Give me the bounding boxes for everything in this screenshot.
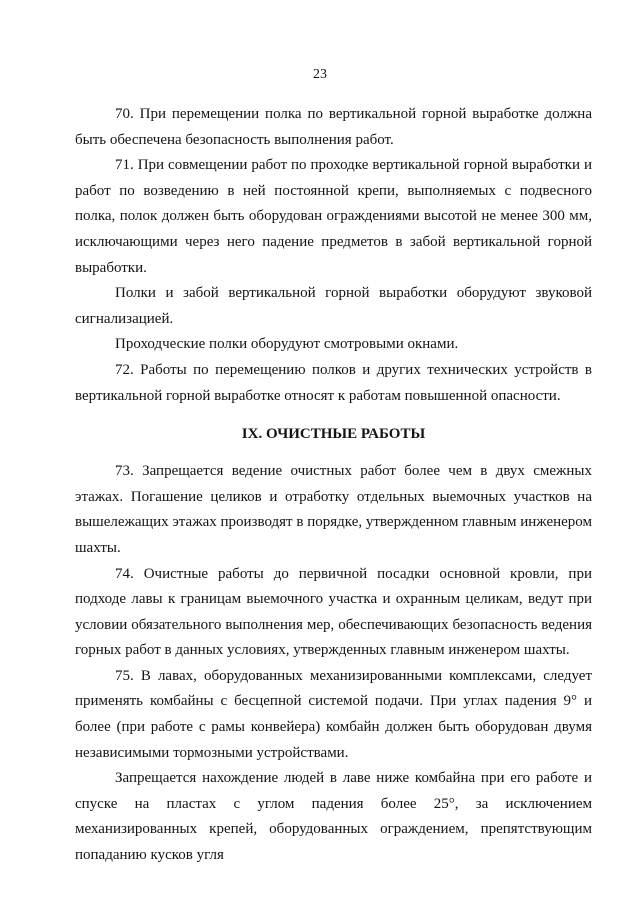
paragraph-75: 75. В лавах, оборудованных механизированными комплексами, следует применять комбайны с бесцепной системой подачи. При углах падения 9° и более (при работе с рамы конвейера) комбайн должен быть оборудован двумя независимыми тормозными устройствами. — [75, 667, 592, 761]
page-number: 23 — [313, 67, 327, 82]
paragraph-71: 71. При совмещении работ по проходке вертикальной горной выработки и работ по возведению в ней постоянной крепи, выполняемых с подвесного полка, полок должен быть оборудован ограждениями высотой не менее 300 мм, исключающими через него падение предметов в забой вертикальной горной выработки. — [75, 157, 592, 276]
paragraph-72: 72. Работы по перемещению полков и других технических устройств в вертикальной горной выработке относят к работам повышенной опасности. — [75, 361, 592, 404]
paragraph-75-prohibition: Запрещается нахождение людей в лаве ниже комбайна при его работе и спуске на пластах с углом падения более 25°, за исключением механизированных крепей, оборудованных ограждением, препятствующим попаданию кусков угля — [75, 770, 592, 864]
paragraph-71-signaling: Полки и забой вертикальной горной выработки оборудуют звуковой сигнализацией. — [75, 285, 592, 327]
paragraph-71-windows: Проходческие полки оборудуют смотровыми окнами. — [115, 336, 459, 353]
section-heading: IX. ОЧИСТНЫЕ РАБОТЫ — [241, 426, 426, 443]
paragraph-70: 70. При перемещении полка по вертикальной горной выработке должна быть обеспечена безопасность выполнения работ. — [75, 106, 592, 148]
document-body — [75, 102, 592, 869]
paragraph-73: 73. Запрещается ведение очистных работ более чем в двух смежных этажах. Погашение целиков и отработку отдельных выемочных участков на вышележащих этажах производят в порядке, утвержденном главным инженером шахты. — [75, 463, 592, 556]
paragraph-74: 74. Очистные работы до первичной посадки основной кровли, при подходе лавы к границам выемочного участка и охранным целикам, ведут при условии обязательного выполнения мер, обеспечивающих безопасность ведения горных работ в данных условиях, утвержденных главным инженером шахты. — [75, 565, 592, 659]
